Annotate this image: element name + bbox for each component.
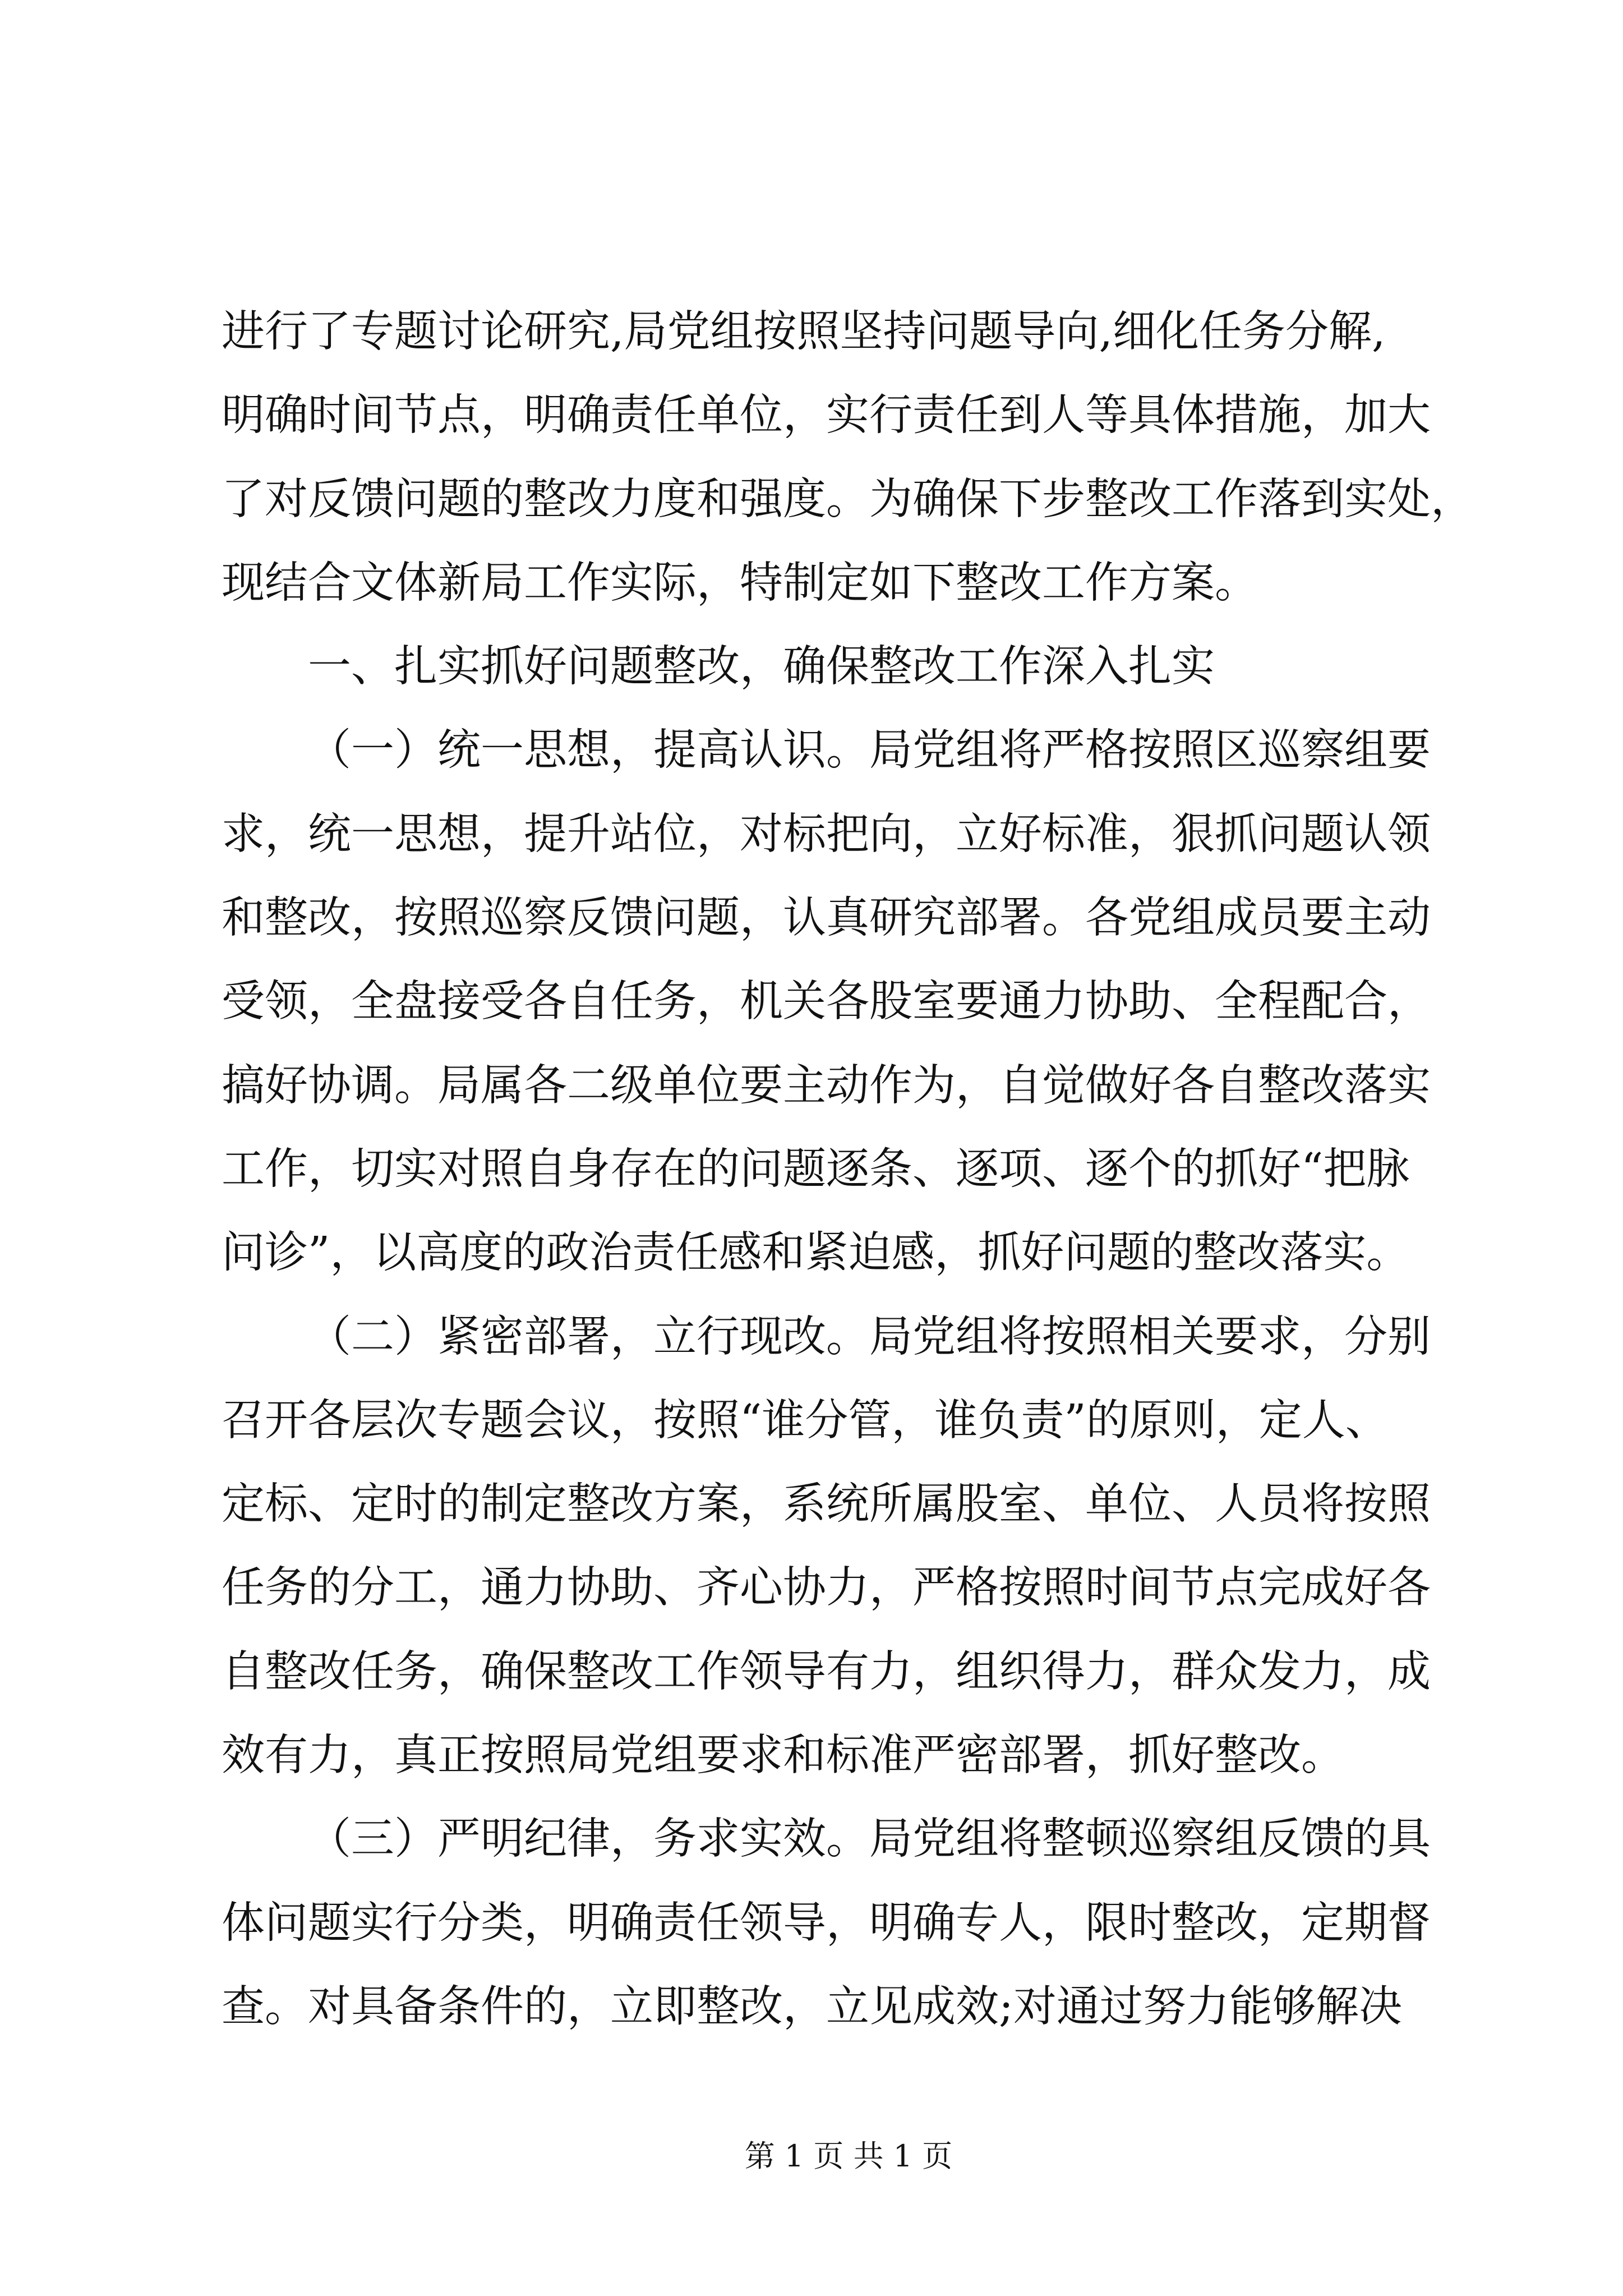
body-line: 明确时间节点，明确责任单位，实行责任到人等具体措施，加大 (222, 390, 1431, 441)
page-footer (222, 2137, 1476, 2175)
paragraph-intro (222, 290, 1478, 625)
paragraph-item-3 (222, 1797, 1478, 2049)
body-line: （二）紧密部署，立行现改。局党组将按照相关要求，分别 (308, 1312, 1431, 1362)
body-line: 问诊”，以高度的政治责任感和紧迫感，抓好问题的整改落实。 (222, 1228, 1410, 1278)
body-line: 定标、定时的制定整改方案，系统所属股室、单位、人员将按照 (222, 1479, 1431, 1530)
body-line: 体问题实行分类，明确责任领导，明确专人，限时整改，定期督 (222, 1898, 1431, 1948)
section-heading-text: 一、扎实抓好问题整改，确保整改工作深入扎实 (308, 642, 1215, 692)
body-line: （一）统一思想，提高认识。局党组将严格按照区巡察组要 (308, 725, 1431, 776)
body-line: 现结合文体新局工作实际，特制定如下整改工作方案。 (222, 558, 1258, 608)
body-line: 了对反馈问题的整改力度和强度。为确保下步整改工作落到实处， (222, 474, 1474, 524)
body-line: 求，统一思想，提升站位，对标把向，立好标准，狠抓问题认领 (222, 809, 1431, 859)
section-heading (222, 625, 1478, 708)
body-line: 进行了专题讨论研究,局党组按照坚持问题导向,细化任务分解, (222, 307, 1386, 357)
body-line: 自整改任务，确保整改工作领导有力，组织得力，群众发力，成 (222, 1646, 1431, 1697)
paragraph-item-2 (222, 1295, 1478, 1798)
document-body (222, 290, 1478, 2049)
body-line: （三）严明纪律，务求实效。局党组将整顿巡察组反馈的具 (308, 1814, 1431, 1865)
body-line: 效有力，真正按照局党组要求和标准严密部署，抓好整改。 (222, 1731, 1344, 1781)
paragraph-item-1 (222, 708, 1478, 1295)
body-line: 查。对具备条件的，立即整改，立见成效;对通过努力能够解决 (222, 1981, 1402, 2032)
body-line: 工作，切实对照自身存在的问题逐条、逐项、逐个的抓好“把脉 (222, 1144, 1410, 1194)
page-number-label: 第 1 页 共 1 页 (744, 2138, 953, 2174)
body-line: 任务的分工，通力协助、齐心协力，严格按照时间节点完成好各 (222, 1563, 1431, 1613)
body-line: 和整改，按照巡察反馈问题，认真研究部署。各党组成员要主动 (222, 893, 1431, 944)
body-line: 召开各层次专题会议，按照“谁分管，谁负责”的原则，定人、 (222, 1395, 1389, 1446)
body-line: 搞好协调。局属各二级单位要主动作为，自觉做好各自整改落实 (222, 1060, 1431, 1111)
body-line: 受领，全盘接受各自任务，机关各股室要通力协助、全程配合， (222, 977, 1431, 1027)
